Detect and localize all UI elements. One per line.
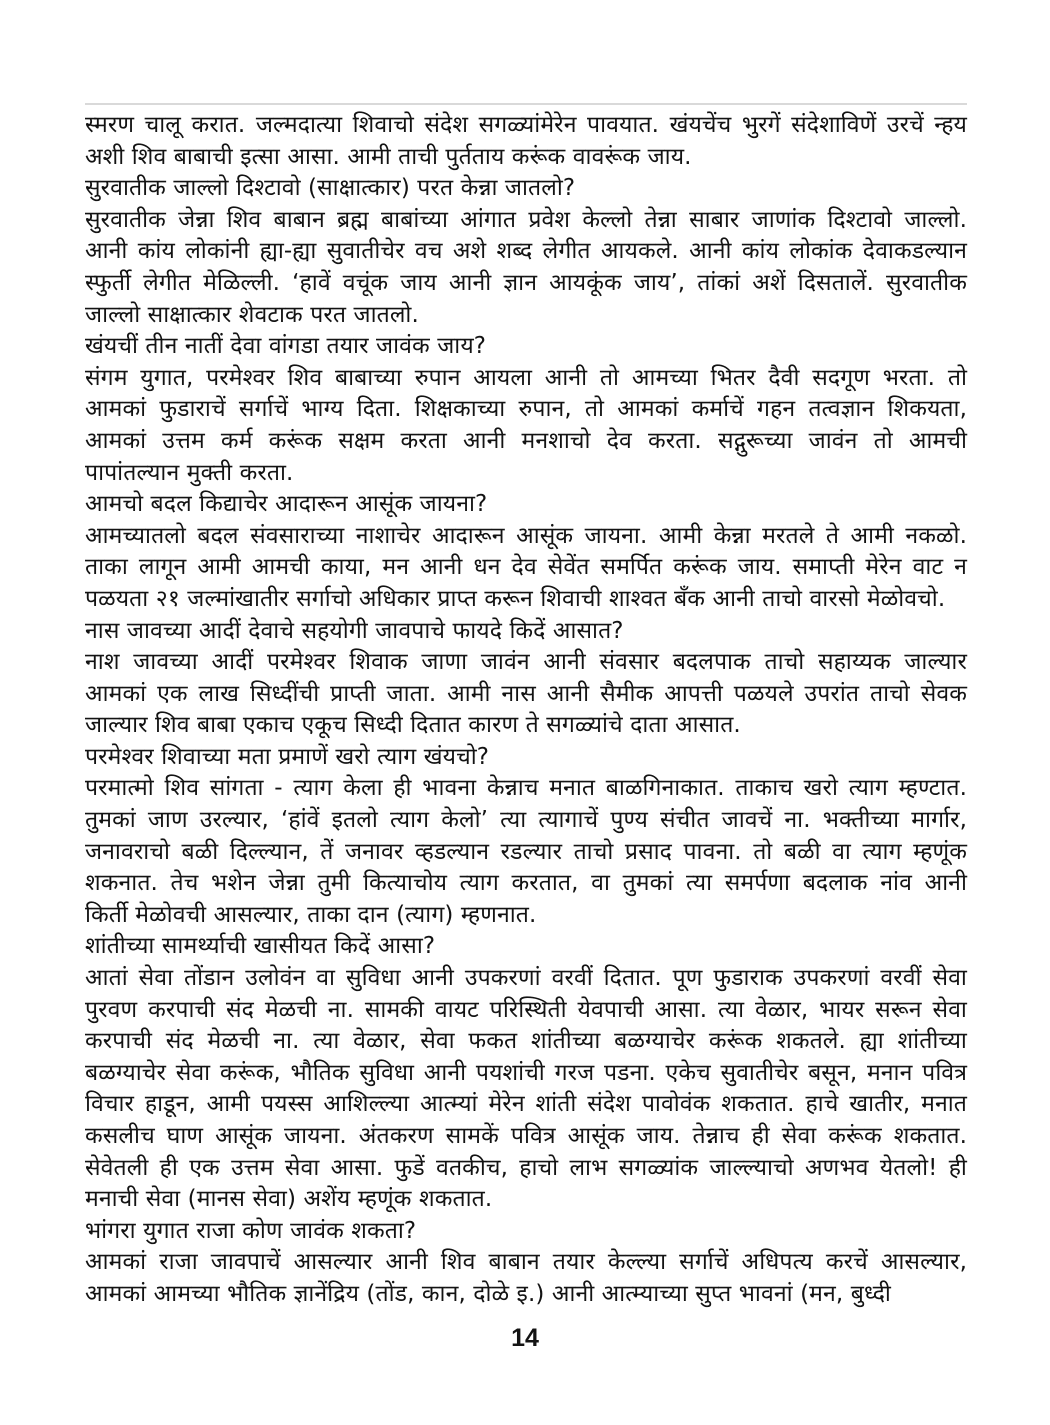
text-line: आमकां राजा जावपाचें आसल्यार आनी शिव बाबान तयार केल्ल्या सर्गाचें अधिपत्य करचें आसल्यार, — [85, 1249, 967, 1276]
text-line: भांगरा युगात राजा कोण जावंक शकता? — [85, 1217, 417, 1244]
text-line: जाल्लो साक्षात्कार शेवटाक परत जातलो. — [85, 301, 419, 328]
text-line: सुरवातीक जेन्ना शिव बाबान ब्रह्म बाबांच्या आंगात प्रवेश केल्लो तेन्ना साबार जाणांक दिश्टावो जाल्लो. — [85, 206, 967, 233]
text-line: स्फुर्ती लेगीत मेळिल्ली. ‘हावें वचूंक जाय आनी ज्ञान आयकूंक जाय’, तांकां अशें दिसतालें. सुरवातीक — [85, 269, 967, 296]
text-line: सुरवातीक जाल्लो दिश्टावो (साक्षात्कार) परत केन्ना जातलो? — [85, 175, 576, 202]
text-line: संगम युगात, परमेश्वर शिव बाबाच्या रुपान आयला आनी तो आमच्या भितर दैवी सदगूण भरता. तो — [85, 364, 967, 391]
text-line: आमचो बदल किद्याचेर आदारून आसूंक जायना? — [85, 491, 488, 518]
text-line: आतां सेवा तोंडान उलोवंन वा सुविधा आनी उपकरणां वरवीं दितात. पूण फुडाराक उपकरणां वरवीं सेवा — [85, 965, 967, 992]
text-line: परमेश्वर शिवाच्या मता प्रमाणें खरो त्याग खंयचो? — [85, 743, 490, 770]
text-line: ताका लागून आमी आमची काया, मन आनी धन देव सेवेंत समर्पित करूंक जाय. समाप्ती मेरेन वाट न — [85, 554, 967, 581]
text-line: नास जावच्या आदीं देवाचे सहयोगी जावपाचे फायदे किदें आसात? — [85, 617, 624, 644]
text-line: अशी शिव बाबाची इत्सा आसा. आमी ताची पुर्तताय करूंक वावरूंक जाय. — [85, 143, 692, 170]
text-line: मनाची सेवा (मानस सेवा) अशेंय म्हणूंक शकतात. — [85, 1186, 493, 1213]
text-line: करपाची संद मेळची ना. त्या वेळार, सेवा फकत शांतीच्या बळग्याचेर करूंक शकतले. ह्या शांतीच्या — [85, 1028, 967, 1055]
text-line: जनावराचो बळी दिल्ल्यान, तें जनावर व्हडल्यान रडल्यार ताचो प्रसाद पावना. तो बळी वा त्याग म्हणूंक — [85, 838, 967, 865]
text-line: परमात्मो शिव सांगता - त्याग केला ही भावना केन्नाच मनात बाळगिनाकात. ताकाच खरो त्याग म्हण्टात. — [85, 775, 967, 802]
text-line: आमकां उत्तम कर्म करूंक सक्षम करता आनी मनशाचो देव करता. सद्गुरूच्या जावंन तो आमची — [85, 427, 967, 454]
text-line: विचार हाडून, आमी पयस्स आशिल्ल्या आत्म्यां मेरेन शांती संदेश पावोवंक शकतात. हाचे खातीर, मनात — [85, 1091, 967, 1118]
text-line: पुरवण करपाची संद मेळची ना. सामकी वायट परिस्थिती येवपाची आसा. त्या वेळार, भायर सरून सेवा — [85, 996, 967, 1023]
header-divider — [85, 103, 967, 105]
text-line: शकनात. तेच भशेन जेन्ना तुमी कित्याचोय त्याग करतात, वा तुमकां त्या समर्पणा बदलाक नांव आनी — [85, 870, 967, 897]
text-line: सेवेतली ही एक उत्तम सेवा आसा. फुडें वतकीच, हाचो लाभ सगळ्यांक जाल्ल्याचो अणभव येतलो! ही — [85, 1154, 967, 1181]
text-line: आमच्यातलो बदल संवसाराच्या नाशाचेर आदारून आसूंक जायना. आमी केन्ना मरतले ते आमी नकळो. — [85, 522, 967, 549]
text-line: किर्ती मेळोवची आसल्यार, ताका दान (त्याग) म्हणनात. — [85, 901, 537, 928]
text-line: स्मरण चालू करात. जल्मदात्या शिवाचो संदेश सगळ्यांमेरेन पावयात. खंयचेंच भुरगें संदेशाविणें उरचें न्हय — [85, 112, 967, 138]
text-line: खंयचीं तीन नातीं देवा वांगडा तयार जावंक जाय? — [85, 333, 487, 360]
text-line: आमकां आमच्या भौतिक ज्ञानेंद्रिय (तोंड, कान, दोळे इ.) आनी आत्म्याच्या सुप्त भावनां (मन, बुध्दी — [85, 1280, 891, 1307]
text-line: पळयता २१ जल्मांखातीर सर्गाचो अधिकार प्राप्त करून शिवाची शाश्वत बँक आनी ताचो वारसो मेळोवचो. — [85, 585, 946, 612]
text-line: जाल्यार शिव बाबा एकाच एकूच सिध्दी दितात कारण ते सगळ्यांचे दाता आसात. — [85, 712, 741, 739]
text-line: आमकां एक लाख सिध्दींची प्राप्ती जाता. आमी नास आनी सैमीक आपत्ती पळयले उपरांत ताचो सेवक — [85, 680, 967, 707]
text-line: शांतीच्या सामर्थ्याची खासीयत किदें आसा? — [85, 933, 436, 960]
text-line: तुमकां जाण उरल्यार, ‘हांवें इतलो त्याग केलो’ त्या त्यागाचें पुण्य संचीत जावचें ना. भक्तीच्या मार्गार, — [85, 807, 967, 834]
text-line: आमकां फुडाराचें सर्गाचें भाग्य दिता. शिक्षकाच्या रुपान, तो आमकां कर्माचें गहन तत्वज्ञान शिकयता, — [85, 396, 967, 423]
text-line: नाश जावच्या आदीं परमेश्वर शिवाक जाणा जावंन आनी संवसार बदलपाक ताचो सहाय्यक जाल्यार — [85, 649, 967, 676]
text-line: बळग्याचेर सेवा करूंक, भौतिक सुविधा आनी पयशांची गरज पडना. एकेच सुवातीचेर बसून, मनान पवित्र — [85, 1059, 967, 1086]
page-number: 14 — [511, 1324, 539, 1352]
text-line: पापांतल्यान मुक्ती करता. — [85, 459, 294, 486]
text-line: कसलीच घाण आसूंक जायना. अंतकरण सामकें पवित्र आसूंक जाय. तेन्नाच ही सेवा करूंक शकतात. — [85, 1123, 967, 1149]
text-block — [85, 110, 967, 1311]
text-line: आनी कांय लोकांनी ह्या-ह्या सुवातीचेर वच अशे शब्द लेगीत आयकले. आनी कांय लोकांक देवाकडल्यान — [85, 238, 967, 265]
